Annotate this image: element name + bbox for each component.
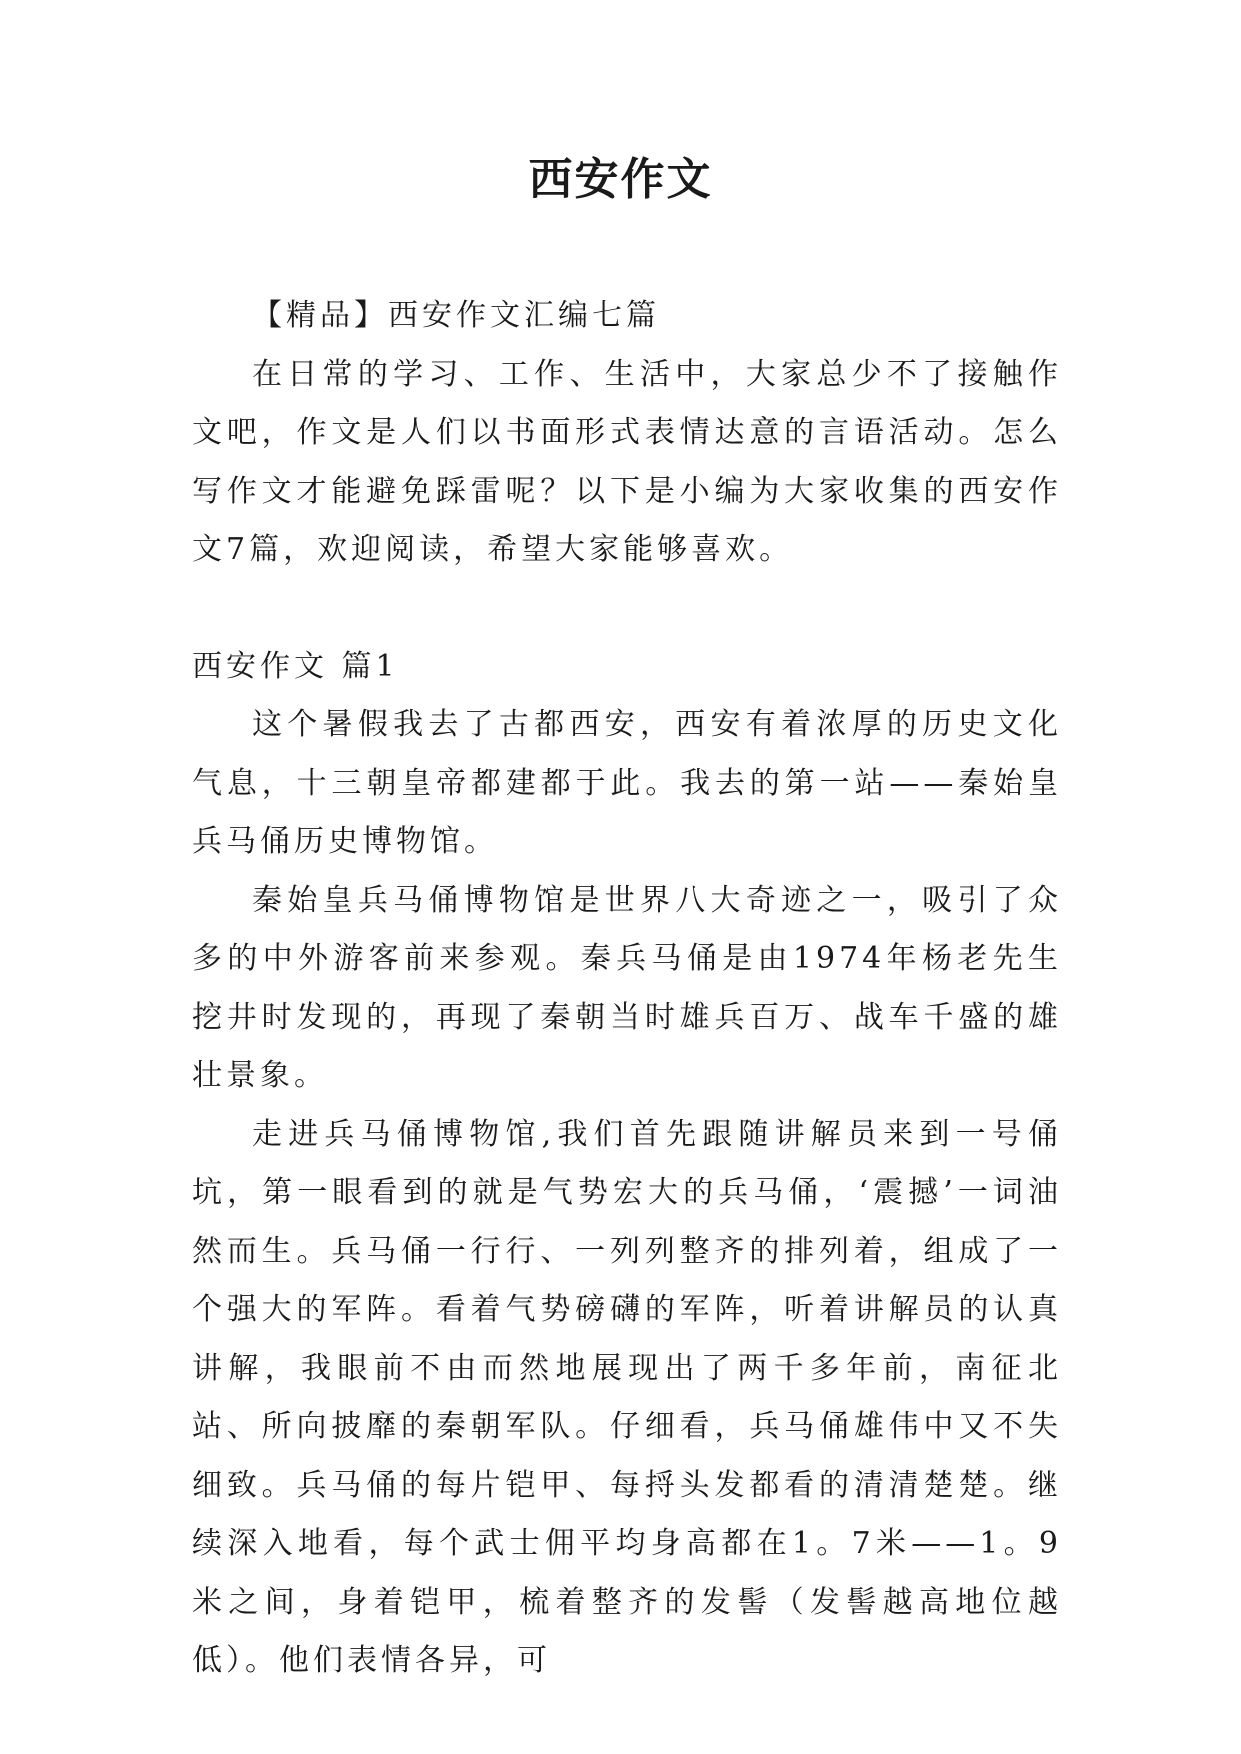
body-paragraph: 这个暑假我去了古都西安，西安有着浓厚的历史文化气息，十三朝皇帝都建都于此。我去的第一站——秦始皇兵马俑历史博物馆。 [192,707,1062,859]
intro-label: 【精品】西安作文汇编七篇 [252,298,660,333]
intro-paragraph: 在日常的学习、工作、生活中，大家总少不了接触作文吧，作文是人们以书面形式表情达意的言语活动。怎么写作文才能避免踩雷呢？以下是小编为大家收集的西安作文7篇，欢迎阅读，希望大家能够喜欢。 [192,356,1062,567]
body-paragraph: 走进兵马俑博物馆,我们首先跟随讲解员来到一号俑坑，第一眼看到的就是气势宏大的兵马俑，‘震撼’一词油然而生。兵马俑一行行、一列列整齐的排列着，组成了一个强大的军阵。看着气势磅礴的军阵，听着讲解员的认真讲解，我眼前不由而然地展现出了两千多年前，南征北站、所向披靡的秦朝军队。仔细看，兵马俑雄伟中又不失细致。兵马俑的每片铠甲、每捋头发都看的清清楚楚。继续深入地看，每个武士佣平均身高都在1。7米——1。9米之间，身着铠甲，梳着整齐的发髻（发髻越高地位越低）。他们表情各异，可 [192,1116,1062,1678]
body-paragraph: 秦始皇兵马俑博物馆是世界八大奇迹之一，吸引了众多的中外游客前来参观。秦兵马俑是由1974年杨老先生挖井时发现的，再现了秦朝当时雄兵百万、战车千盛的雄壮景象。 [192,882,1062,1093]
document-body [192,287,1062,1691]
section-heading: 西安作文 篇1 [192,648,399,684]
document-title: 西安作文 [528,154,713,205]
